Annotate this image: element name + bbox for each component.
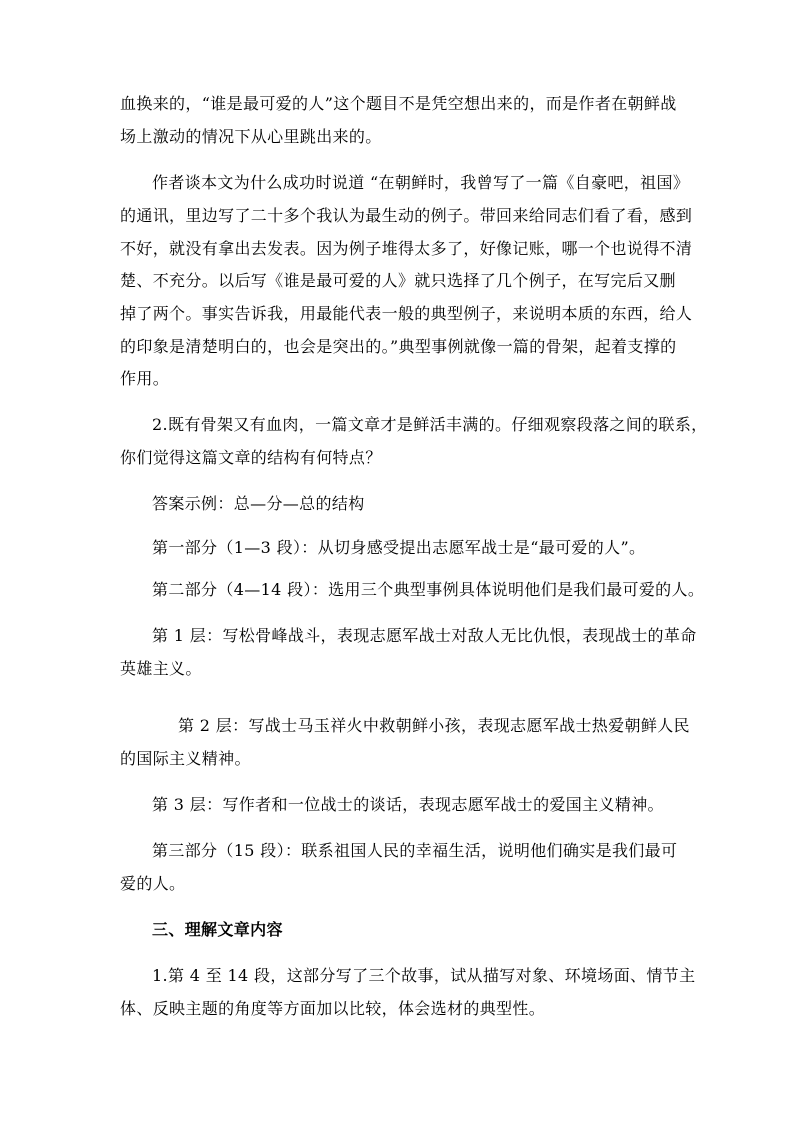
part-one: 第一部分（1—3 段）：从切身感受提出志愿军战士是“最可爱的人”。	[152, 538, 646, 557]
layer-three: 第 3 层：写作者和一位战士的谈话，表现志愿军战士的爱国主义精神。	[152, 795, 664, 814]
question-line: 体、反映主题的角度等方面加以比较，体会选材的典型性。	[120, 999, 546, 1018]
answer-example: 答案示例：总—分—总的结构	[152, 494, 365, 513]
text-line: 作用。	[120, 369, 170, 388]
layer-two: 第 2 层：写战士马玉祥火中救朝鲜小孩，表现志愿军战士热爱朝鲜人民	[178, 716, 690, 735]
question-line: 1.第 4 至 14 段，这部分写了三个故事，试从描写对象、环境场面、情节主	[152, 966, 696, 985]
text-line: 血换来的，“谁是最可爱的人”这个题目不是凭空想出来的，而是作者在朝鲜战	[120, 94, 677, 113]
part-two: 第二部分（4—14 段）：选用三个典型事例具体说明他们是我们最可爱的人。	[152, 580, 705, 599]
layer-one: 第 1 层：写松骨峰战斗，表现志愿军战士对敌人无比仇恨，表现战士的革命	[152, 626, 697, 645]
text-line: 掉了两个。事实告诉我，用最能代表一般的典型例子，来说明本质的东西，给人	[120, 304, 693, 323]
layer-one: 英雄主义。	[120, 659, 202, 678]
question-line: 2.既有骨架又有血肉，一篇文章才是鲜活丰满的。仔细观察段落之间的联系，	[152, 415, 708, 434]
question-line: 你们觉得这篇文章的结构有何特点？	[120, 448, 382, 467]
text-line: 楚、不充分。以后写《谁是最可爱的人》就只选择了几个例子，在写完后又删	[120, 271, 676, 290]
text-line: 场上激动的情况下从心里跳出来的。	[120, 127, 382, 146]
text-line: 不好，就没有拿出去发表。因为例子堆得太多了，好像记账，哪一个也说得不清	[120, 239, 693, 258]
text-line: 作者谈本文为什么成功时说道 “在朝鲜时，我曾写了一篇《自豪吧，祖国》	[152, 173, 690, 192]
layer-two: 的国际主义精神。	[120, 749, 251, 768]
text-line: 的通讯，里边写了二十多个我认为最生动的例子。带回来给同志们看了看，感到	[120, 206, 693, 225]
text-line: 的印象是清楚明白的，也会是突出的。”典型事例就像一篇的骨架，起着支撑的	[120, 337, 677, 356]
part-three: 第三部分（15 段）：联系祖国人民的幸福生活，说明他们确实是我们最可	[152, 841, 678, 860]
section-heading: 三、理解文章内容	[152, 920, 283, 939]
part-three: 爱的人。	[120, 874, 186, 893]
